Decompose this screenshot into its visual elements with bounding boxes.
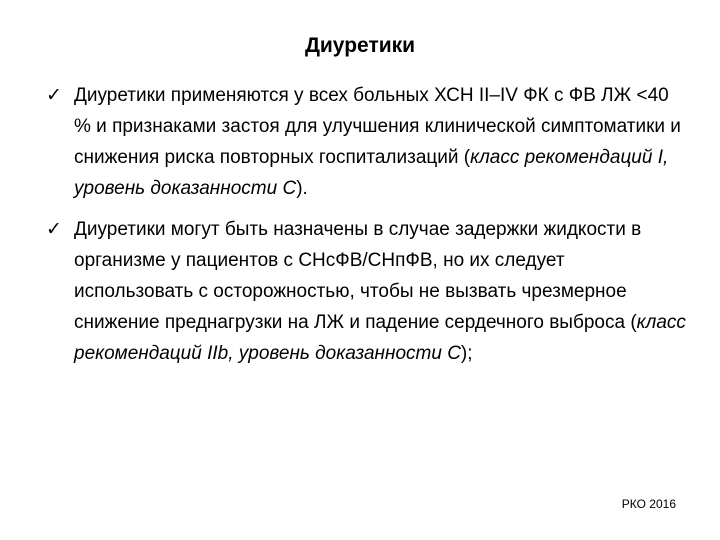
bullet-italic-text: класс рекомендаций I, уровень доказанности С <box>74 147 669 199</box>
bullet-tail-text: ). <box>296 178 308 199</box>
bullet-list <box>46 80 686 369</box>
footer-source: РКО 2016 <box>621 497 676 511</box>
bullet-text: Диуретики применяются у всех больных ХСН II–IV ФК с ФВ ЛЖ <40 % и признаками застоя для улучшения клинической симптоматики и снижения риска повторных госпитализаций ( <box>74 85 681 168</box>
bullet-item <box>46 214 686 369</box>
slide-title: Диуретики <box>304 34 416 57</box>
bullet-text: Диуретики могут быть назначены в случае задержки жидкости в организме у пациентов с СНсФВ/СНпФВ, но их следует использовать с осторожностью, чтобы не вызвать чрезмерное снижение преднагрузки на ЛЖ и падение сердечного выброса ( <box>74 219 642 333</box>
bullet-item <box>46 80 686 204</box>
checkmark-icon: ✓ <box>46 219 62 240</box>
bullet-italic-text: класс рекомендаций IIb, уровень доказанности С <box>74 312 686 364</box>
bullet-tail-text: ); <box>460 343 473 364</box>
checkmark-icon: ✓ <box>46 85 62 106</box>
